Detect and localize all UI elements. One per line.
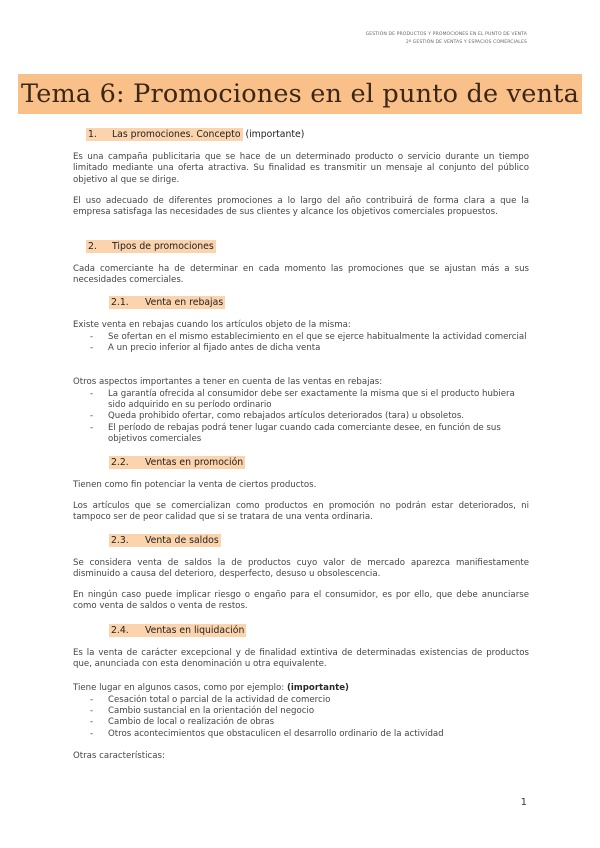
- section-1-note: (importante): [242, 129, 305, 140]
- section-2-4-paragraph-2-text: Tiene lugar en algunos casos, como por ejemplo:: [73, 683, 287, 693]
- header-line-1: GESTIÓN DE PRODUCTOS Y PROMOCIONES EN EL PUNTO DE VENTA: [365, 32, 527, 37]
- section-2-3-heading: [109, 534, 221, 547]
- section-2-1-number: 2.1.: [111, 297, 129, 308]
- title-wrap: [0, 74, 600, 114]
- section-2-1-intro: Existe venta en rebajas cuando los artículos objeto de la misma:: [73, 320, 351, 330]
- section-2-paragraph: Cada comerciante ha de determinar en cada momento las promociones que se ajustan más a sus necesidades comerciales.: [73, 264, 529, 286]
- section-1-heading: [86, 128, 304, 141]
- section-2-3-number: 2.3.: [111, 535, 129, 546]
- list-item: - Queda prohibido ofertar, como rebajados artículos deteriorados (tara) u obsoletos.: [90, 411, 529, 422]
- list-item: - La garantía ofrecida al consumidor debe ser exactamente la misma que si el producto hubiera sido adquirido en su período ordinario: [90, 389, 529, 411]
- section-2-4-number: 2.4.: [111, 625, 129, 636]
- list-item: - Otros acontecimientos que obstaculicen el desarrollo ordinario de la actividad: [90, 729, 529, 740]
- list-item: - Cambio sustancial en la orientación del negocio: [90, 706, 529, 717]
- liquidacion-cases-list: [90, 695, 529, 740]
- section-2-title: Tipos de promociones: [112, 241, 214, 252]
- section-1-number: 1.: [88, 129, 97, 140]
- section-2-4-paragraph-1: Es la venta de carácter excepcional y de finalidad extintiva de determinadas existencias de productos que, anunciada con esta denominación u otra equivalente.: [73, 648, 529, 670]
- section-2-1-title: Venta en rebajas: [145, 297, 224, 308]
- section-2-2-paragraph-1: Tienen como fin potenciar la venta de ciertos productos.: [73, 480, 317, 490]
- section-2-heading: [86, 240, 216, 253]
- page-title: Tema 6: Promociones en el punto de venta: [18, 74, 582, 114]
- section-2-3-paragraph-1: Se considera venta de saldos la de productos cuyo valor de mercado aparezca manifiestamente disminuido a causa del deterioro, desperfecto, desuso u obsolescencia.: [73, 558, 529, 580]
- section-1-paragraph-2: El uso adecuado de diferentes promociones a lo largo del año contribuirá de forma clara a que la empresa satisfaga las necesidades de sus clientes y alcance los objetivos comerciales propuestos.: [73, 196, 529, 218]
- section-2-2-number: 2.2.: [111, 457, 129, 468]
- section-2-4-paragraph-3: Otras características:: [73, 751, 165, 761]
- section-2-3-title: Venta de saldos: [145, 535, 219, 546]
- section-1-title: Las promociones. Concepto: [112, 129, 241, 140]
- list-item: - El período de rebajas podrá tener lugar cuando cada comerciante desee, en función de sus objetivos comerciales: [90, 423, 529, 445]
- section-2-4-heading: [109, 624, 246, 637]
- section-2-2-title: Ventas en promoción: [145, 457, 244, 468]
- section-2-2-heading: [109, 456, 245, 469]
- section-2-1-intro-2: Otros aspectos importantes a tener en cuenta de las ventas en rebajas:: [73, 377, 383, 387]
- list-item: - A un precio inferior al fijado antes de dicha venta: [90, 343, 529, 354]
- section-2-4-paragraph-2: [73, 683, 529, 694]
- section-2-1-heading: [109, 296, 225, 309]
- section-2-2-paragraph-2: Los artículos que se comercializan como productos en promoción no podrán estar deteriorados, ni tampoco ser de peor calidad que si se tratara de una venta ordinaria.: [73, 501, 529, 523]
- rebajas-aspects-list: [90, 389, 529, 445]
- list-item: - Cambio de local o realización de obras: [90, 717, 529, 728]
- section-2-3-paragraph-2: En ningún caso puede implicar riesgo o engaño para el consumidor, es por ello, que debe anunciarse como venta de saldos o venta de restos.: [73, 590, 529, 612]
- page-number: 1: [520, 797, 527, 808]
- section-2-number: 2.: [88, 241, 97, 252]
- header-line-2: 2º GESTIÓN DE VENTAS Y ESPACIOS COMERCIALES: [405, 40, 527, 45]
- section-2-4-title: Ventas en liquidación: [145, 625, 245, 636]
- running-header: [366, 31, 527, 47]
- list-item: - Se ofertan en el mismo establecimiento en el que se ejerce habitualmente la actividad comercial: [90, 332, 529, 343]
- rebajas-conditions-list: [90, 332, 529, 354]
- section-1-paragraph-1: Es una campaña publicitaria que se hace de un determinado producto o servicio durante un tiempo limitado mediante una oferta atractiva. Su finalidad es transmitir un mensaje al conjunto del público objetivo al que se dirige.: [73, 152, 529, 185]
- list-item: - Cesación total o parcial de la actividad de comercio: [90, 695, 529, 706]
- important-note: (importante): [286, 683, 349, 693]
